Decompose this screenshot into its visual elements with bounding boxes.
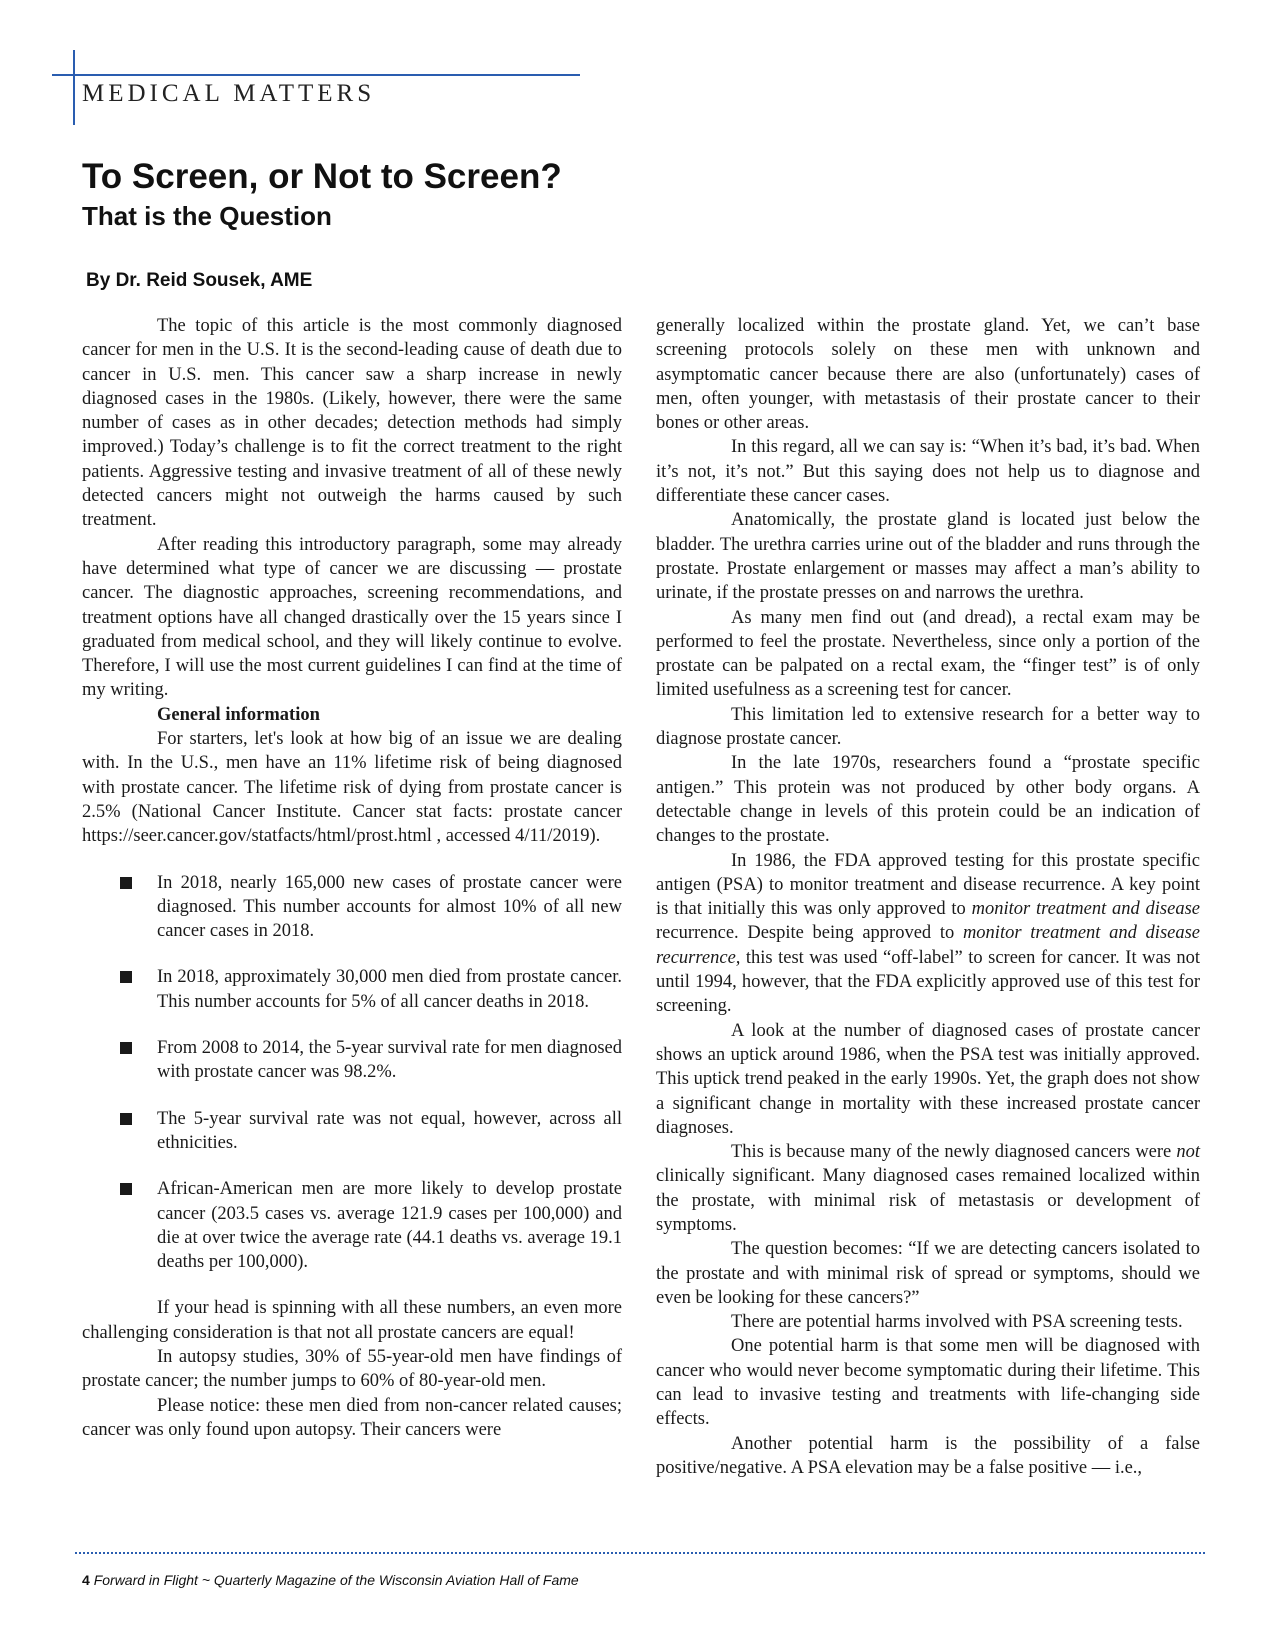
list-item — [82, 1177, 622, 1274]
byline: By Dr. Reid Sousek, AME — [86, 270, 313, 291]
left-column — [82, 314, 622, 1442]
page-footer — [82, 1572, 579, 1588]
list-item — [82, 1107, 622, 1156]
bullet-square-icon — [120, 971, 132, 983]
list-item-text: In 2018, approximately 30,000 men died from prostate cancer. This number accounts for 5% of all cancer deaths in 2018. — [157, 967, 622, 1012]
right-paragraph-10: The question becomes: “If we are detecting cancers isolated to the prostate and with minimal risk of spread or symptoms, should we even be looking for these cancers?” — [656, 1239, 1200, 1308]
right-paragraph-13: Another potential harm is the possibility of a false positive/negative. A PSA elevation may be a false positive — i.e., — [656, 1433, 1200, 1478]
list-item-text: In 2018, nearly 165,000 new cases of prostate cancer were diagnosed. This number accounts for almost 10% of all new cancer cases in 2018. — [157, 872, 622, 942]
left-paragraph-3: For starters, let's look at how big of an issue we are dealing with. In the U.S., men have an 11% lifetime risk of being diagnosed with prostate cancer. The lifetime risk of dying from prostate cancer is 2.5% (National Cancer Institute. Cancer stat facts: prostate cancer https://seer.cancer.gov/statfacts/html/prost.html , accessed 4/11/2019). — [82, 729, 622, 847]
section-label: MEDICAL MATTERS — [82, 80, 376, 107]
left-paragraph-1: The topic of this article is the most commonly diagnosed cancer for men in the U.S. It is the second-leading cause of death due to cancer in U.S. men. This cancer saw a sharp increase in newly diagnosed cases in the 1980s. (Likely, however, there were the same number of cases as in other decades; detection methods had simply improved.) Today’s challenge is to fit the correct treatment to the right patients. Aggressive testing and invasive treatment of all of these newly detected cancers might not outweigh the harms caused by such treatment. — [82, 316, 622, 531]
header-vertical-rule — [73, 50, 75, 125]
list-item — [82, 1036, 622, 1085]
text-run: recurrence. Despite being approved to — [656, 923, 963, 944]
text-run: this test was used “off-label” to screen for cancer. It was not until 1994, however, that the FDA explicitly approved use of this test for screening. — [656, 947, 1200, 1017]
right-paragraph-7 — [656, 849, 1200, 1019]
footer-dotted-rule — [75, 1552, 1205, 1554]
right-column — [656, 314, 1200, 1480]
left-paragraph-2: After reading this introductory paragraph, some may already have determined what type of cancer we are discussing — prostate cancer. The diagnostic approaches, screening recommendations, and treatment options have all changed drastically over the 15 years since I graduated from medical school, and they will likely continue to evolve. Therefore, I will use the most current guidelines I can find at the time of my writing. — [82, 534, 622, 701]
stats-list — [82, 871, 622, 1275]
list-item — [82, 871, 622, 944]
bullet-square-icon — [120, 877, 132, 889]
bullet-square-icon — [120, 1113, 132, 1125]
article-title: To Screen, or Not to Screen? — [82, 157, 562, 196]
page-number: 4 — [82, 1572, 90, 1588]
list-item-text: From 2008 to 2014, the 5-year survival rate for men diagnosed with prostate cancer was 98.2%. — [157, 1038, 622, 1083]
left-paragraph-5: In autopsy studies, 30% of 55-year-old men have findings of prostate cancer; the number jumps to 60% of 80-year-old men. — [82, 1346, 622, 1392]
right-paragraph-12: One potential harm is that some men will be diagnosed with cancer who would never become symptomatic during their lifetime. This can lead to invasive testing and treatments with life-changing side effects. — [656, 1336, 1200, 1430]
emphasis-text: monitor treatment and disease — [971, 899, 1201, 920]
emphasis-text: not — [1176, 1142, 1200, 1163]
bullet-square-icon — [120, 1183, 132, 1195]
list-item-text: African-American men are more likely to develop prostate cancer (203.5 cases vs. average 121.9 cases per 100,000) and die at over twice the average rate (44.1 deaths vs. average 19.1 deaths per 100,000). — [157, 1179, 622, 1273]
article-subtitle: That is the Question — [82, 201, 332, 231]
header-horizontal-rule — [52, 74, 580, 76]
text-run: clinically significant. Many diagnosed cases remained localized within the prostate, with minimal risk of metastasis or development of symptoms. — [656, 1166, 1200, 1235]
emphasis-text: monitor treatment and disease recurrence, — [656, 923, 1201, 968]
magazine-title: Forward in Flight ~ Quarterly Magazine of the Wisconsin Aviation Hall of Fame — [93, 1572, 579, 1588]
right-paragraph-11: There are potential harms involved with PSA screening tests. — [731, 1312, 1183, 1333]
right-paragraph-6: In the late 1970s, researchers found a “prostate specific antigen.” This protein was not produced by other body organs. A detectable change in levels of this protein could be an indication of changes to the prostate. — [656, 753, 1200, 847]
bullet-square-icon — [120, 1042, 132, 1054]
left-paragraph-6: Please notice: these men died from non-cancer related causes; cancer was only found upon autopsy. Their cancers were — [82, 1395, 622, 1440]
left-paragraph-4: If your head is spinning with all these numbers, an even more challenging consideration is that not all prostate cancers are equal! — [82, 1298, 622, 1343]
text-run: This is because many of the newly diagnosed cancers were — [731, 1142, 1177, 1163]
right-paragraph-8: A look at the number of diagnosed cases of prostate cancer shows an uptick around 1986, when the PSA test was initially approved. This uptick trend peaked in the early 1990s. Yet, the graph does not show a significant change in mortality with these increased prostate cancer diagnoses. — [656, 1020, 1200, 1138]
right-paragraph-2: In this regard, all we can say is: “When it’s bad, it’s bad. When it’s not, it’s not.” But this saying does not help us to diagnose and differentiate these cancer cases. — [656, 437, 1200, 507]
right-paragraph-9 — [656, 1140, 1200, 1237]
section-heading: General information — [157, 704, 320, 725]
list-item — [82, 965, 622, 1014]
right-paragraph-1: generally localized within the prostate gland. Yet, we can’t base screening protocols solely on these men with unknown and asymptomatic cancer because there are also (unfortunately) cases of men, often younger, with metastasis of their prostate cancer to their bones or other areas. — [656, 316, 1200, 434]
right-paragraph-5: This limitation led to extensive research for a better way to diagnose prostate cancer. — [656, 704, 1200, 750]
text-run: In 1986, the FDA approved testing for this prostate specific antigen (PSA) to monitor treatment and disease recurrence. A key point is that initially this was only approved to — [656, 850, 1200, 920]
right-paragraph-3: Anatomically, the prostate gland is located just below the bladder. The urethra carries urine out of the bladder and runs through the prostate. Prostate enlargement or masses may affect a man’s ability to urinate, if the prostate presses on and narrows the urethra. — [656, 510, 1200, 604]
right-paragraph-4: As many men find out (and dread), a rectal exam may be performed to feel the prostate. Nevertheless, since only a portion of the prostate can be palpated on a rectal exam, the “finger test” is of only limited usefulness as a screening test for cancer. — [656, 607, 1200, 701]
list-item-text: The 5-year survival rate was not equal, however, across all ethnicities. — [157, 1108, 622, 1153]
